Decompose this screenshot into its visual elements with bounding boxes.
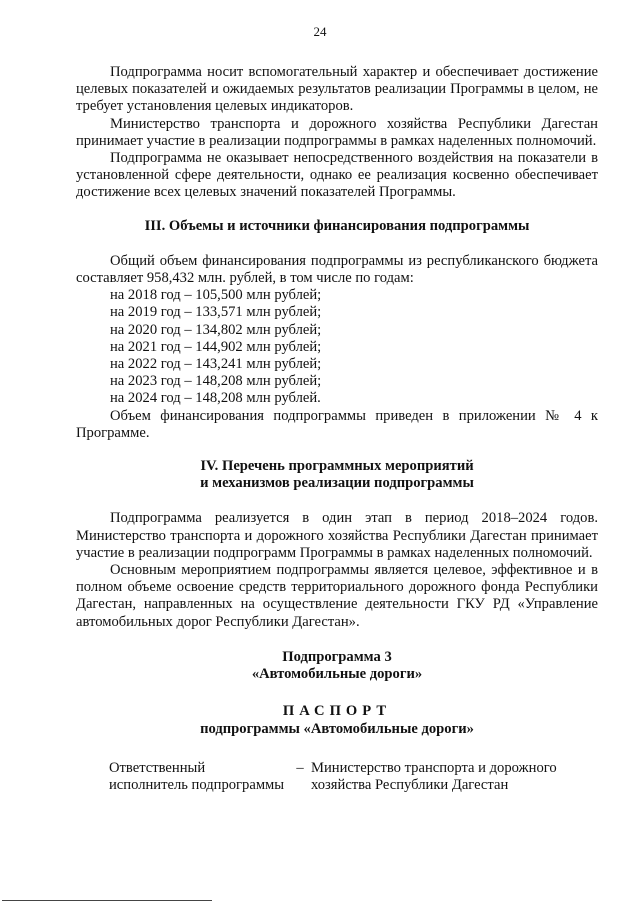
passport-row-label-line-1: Ответственный <box>109 759 206 776</box>
subprogram-3-title-line-1: Подпрограмма 3 <box>282 648 392 665</box>
financing-year-2023: на 2023 год – 148,208 млн рублей; <box>110 373 322 390</box>
passport-row-label-line-2: исполнитель подпрограммы <box>109 776 285 793</box>
financing-years-list <box>76 287 598 407</box>
financing-year-2020: на 2020 год – 134,802 млн рублей; <box>110 321 322 338</box>
intro-paragraph-1: Подпрограмма носит вспомогательный характер и обеспечивает достижение целевых показателей и ожидаемых результатов реализации Программы в целом, не требует установления целевых индикаторов. <box>76 64 598 115</box>
financing-year-2024: на 2024 год – 148,208 млн рублей. <box>110 390 321 407</box>
footer-rule <box>2 900 212 901</box>
intro-paragraph-3: Подпрограмма не оказывает непосредственного воздействия на показатели в установленной сфере деятельности, однако ее реализация косвенно обеспечивает достижение всех целевых значений показателей Программы. <box>76 150 598 201</box>
intro-paragraph-2: Министерство транспорта и дорожного хозяйства Республики Дагестан принимает участие в реализации подпрограммы в рамках наделенных полномочий. <box>76 115 598 149</box>
financing-closing: Объем финансирования подпрограммы приведен в приложении № 4 к Программе. <box>76 407 598 441</box>
passport-row-responsible <box>109 760 598 794</box>
document-body <box>76 64 598 794</box>
section-3-heading: III. Объемы и источники финансирования подпрограммы <box>144 217 530 234</box>
passport-title: ПАСПОРТ <box>282 703 392 720</box>
financing-year-2022: на 2022 год – 143,241 млн рублей; <box>110 356 322 373</box>
financing-year-2021: на 2021 год – 144,902 млн рублей; <box>110 338 322 355</box>
page-number: 24 <box>313 24 327 39</box>
section-4-heading-line-1: IV. Перечень программных мероприятий <box>200 458 474 475</box>
passport-row-value-line-1: Министерство транспорта и дорожного <box>311 759 557 776</box>
financing-year-2019: на 2019 год – 133,571 млн рублей; <box>110 304 322 321</box>
subprogram-3-title-line-2: «Автомобильные дороги» <box>251 666 423 683</box>
section-4-paragraph-2: Основным мероприятием подпрограммы является целевое, эффективное и в полном объеме освоение средств территориального дорожного фонда Республики Дагестан, направленных на осуществление деятельности ГКУ РД «Управление автомобильных дорог Республики Дагестан». <box>76 562 598 630</box>
passport-row-value-line-2: хозяйства Республики Дагестан <box>311 776 509 793</box>
passport-subtitle: подпрограммы «Автомобильные дороги» <box>200 720 474 737</box>
section-4-heading-line-2: и механизмов реализации подпрограммы <box>200 475 474 492</box>
passport-row-value <box>311 760 581 794</box>
financing-intro: Общий объем финансирования подпрограммы из республиканского бюджета составляет 958,432 млн. рублей, в том числе по годам: <box>76 252 598 287</box>
passport-row-label <box>109 760 289 794</box>
passport-row-dash: – <box>296 759 304 776</box>
financing-year-2018: на 2018 год – 105,500 млн рублей; <box>110 287 322 304</box>
section-4-paragraph-1: Подпрограмма реализуется в один этап в период 2018–2024 годов. Министерство транспорта и дорожного хозяйства Республики Дагестан принимает участие в реализации подпрограмм Программы в рамках наделенных полномочий. <box>76 510 598 561</box>
